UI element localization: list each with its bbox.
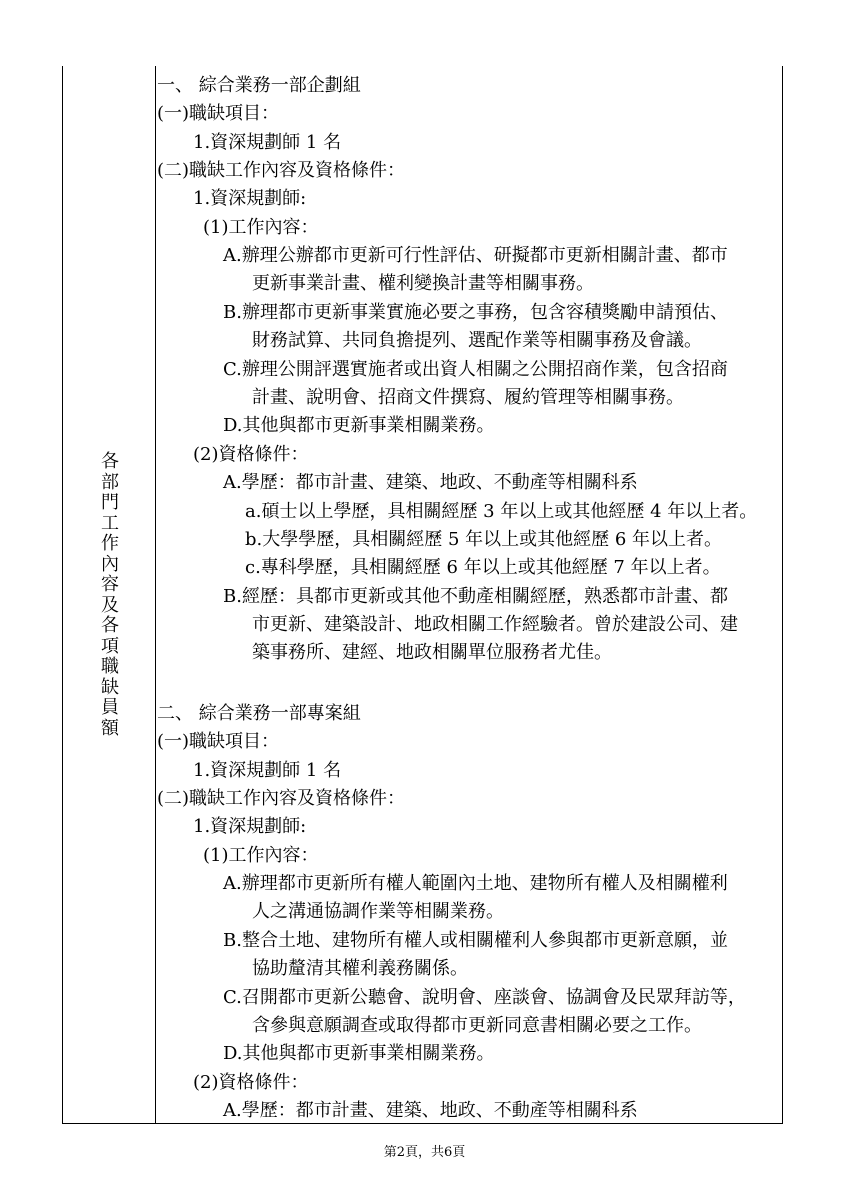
paragraph-line: 更新事業計畫、權利變換計畫等相關事務。	[252, 273, 594, 294]
section-heading: 一、 綜合業務一部企劃組	[157, 75, 361, 96]
list-item: (1)工作內容：	[203, 845, 319, 866]
list-item: (2)資格條件：	[193, 444, 309, 465]
section-heading: 二、 綜合業務一部專案組	[157, 703, 361, 724]
paragraph-line: a.碩士以上學歷，具相關經歷 3 年以上或其他經歷 4 年以上者。	[245, 501, 758, 522]
column-divider	[155, 66, 156, 1124]
paragraph-line: A.辦理公辦都市更新可行性評估、研擬都市更新相關計畫、都市	[223, 245, 728, 266]
paragraph-line: 計畫、說明會、招商文件撰寫、履約管理等相關事務。	[252, 387, 684, 408]
paragraph-line: C.召開都市更新公聽會、說明會、座談會、協調會及民眾拜訪等，	[223, 987, 746, 1008]
subheading: (一)職缺項目：	[157, 731, 280, 752]
paragraph-line: A.學歷：都市計畫、建築、地政、不動產等相關科系	[223, 472, 638, 493]
list-item: 1.資深規劃師:	[193, 188, 307, 209]
paragraph-line: B.辦理都市更新事業實施必要之事務，包含容積獎勵申請預估、	[223, 302, 728, 323]
paragraph-line: c.專科學歷，具相關經歷 6 年以上或其他經歷 7 年以上者。	[245, 557, 721, 578]
list-item: 1.資深規劃師 1 名	[193, 760, 342, 781]
subheading: (二)職缺工作內容及資格條件：	[157, 788, 406, 809]
list-item: 1.資深規劃師 1 名	[193, 132, 342, 153]
subheading: (一)職缺項目：	[157, 103, 280, 124]
list-item: 1.資深規劃師:	[193, 816, 307, 837]
paragraph-line: A.辦理都市更新所有權人範圍內土地、建物所有權人及相關權利	[223, 873, 728, 894]
paragraph-line: 協助釐清其權利義務關係。	[252, 958, 468, 979]
paragraph-line: 市更新、建築設計、地政相關工作經驗者。曾於建設公司、建	[252, 614, 738, 635]
list-item: (2)資格條件：	[193, 1072, 309, 1093]
paragraph-line: B.經歷：具都市更新或其他不動產相關經歷，熟悉都市計畫、都	[223, 586, 728, 607]
paragraph-line: b.大學學歷，具相關經歷 5 年以上或其他經歷 6 年以上者。	[245, 529, 723, 550]
page-number: 第2頁，共6頁	[383, 1145, 466, 1160]
paragraph-line: C.辦理公開評選實施者或出資人相關之公開招商作業，包含招商	[223, 359, 728, 380]
left-column-label: 各部門工作內容及各項職缺員額	[101, 451, 119, 739]
paragraph-line: D.其他與都市更新事業相關業務。	[223, 1043, 495, 1064]
paragraph-line: 人之溝通協調作業等相關業務。	[252, 901, 504, 922]
subheading: (二)職缺工作內容及資格條件：	[157, 160, 406, 181]
paragraph-line: B.整合土地、建物所有權人或相關權利人參與都市更新意願，並	[223, 930, 728, 951]
paragraph-line: A.學歷：都市計畫、建築、地政、不動產等相關科系	[223, 1100, 638, 1121]
paragraph-line: D.其他與都市更新事業相關業務。	[223, 415, 495, 436]
paragraph-line: 含參與意願調查或取得都市更新同意書相關必要之工作。	[252, 1015, 702, 1036]
paragraph-line: 築事務所、建經、地政相關單位服務者尤佳。	[252, 642, 612, 663]
paragraph-line: 財務試算、共同負擔提列、選配作業等相關事務及會議。	[252, 330, 702, 351]
list-item: (1)工作內容：	[203, 217, 319, 238]
